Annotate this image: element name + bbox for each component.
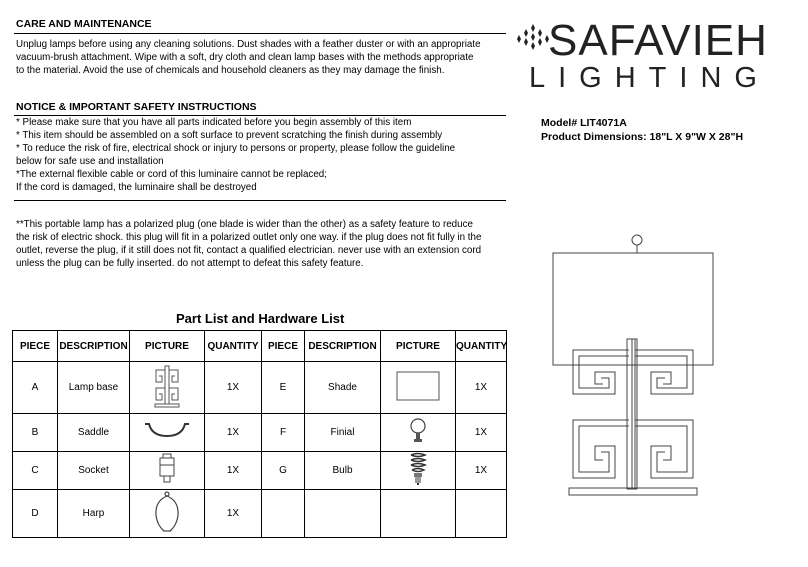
picture-cell: [130, 414, 205, 452]
col-header: PICTURE: [381, 331, 456, 362]
plug-line: **This portable lamp has a polarized plug (one blade is wider than the other) as a safety feature to reduce: [16, 219, 473, 230]
col-header: PICTURE: [130, 331, 205, 362]
lamp-illustration: [543, 232, 723, 502]
table-row: [13, 414, 507, 452]
plug-text: [16, 218, 481, 270]
care-divider: [14, 33, 506, 34]
care-heading: CARE AND MAINTENANCE: [16, 18, 152, 30]
bulb-icon: [407, 452, 429, 486]
col-header: PIECE: [13, 331, 58, 362]
quantity-cell: 1X: [456, 452, 507, 490]
quantity-cell: 1X: [205, 414, 262, 452]
picture-cell: [381, 414, 456, 452]
table-row: [13, 362, 507, 414]
description-cell: Finial: [305, 414, 381, 452]
plug-line: the risk of electric shock. this plug will fit in a polarized outlet only one way. if the plug does not fit fully in the: [16, 232, 482, 243]
quantity-cell: 1X: [205, 362, 262, 414]
care-line: to the material. Avoid the use of chemicals and household cleaners as they may damage the finish.: [16, 65, 445, 76]
brand-subtitle: LIGHTING: [529, 62, 770, 94]
chandelier-logo-icon: [516, 24, 550, 54]
piece-cell: G: [262, 452, 305, 490]
table-header-row: [13, 331, 507, 362]
description-cell: Bulb: [305, 452, 381, 490]
safety-line: *The external flexible cable or cord of this luminaire cannot be replaced;: [16, 169, 327, 180]
piece-cell: [262, 490, 305, 538]
safety-line: below for safe use and installation: [16, 156, 164, 167]
socket-icon: [157, 453, 177, 485]
quantity-cell: 1X: [456, 362, 507, 414]
model-number: Model# LIT4071A: [541, 117, 627, 129]
piece-cell: B: [13, 414, 58, 452]
picture-cell: [381, 490, 456, 538]
table-row: [13, 490, 507, 538]
saddle-icon: [143, 420, 191, 442]
quantity-cell: 1X: [205, 490, 262, 538]
description-cell: [305, 490, 381, 538]
col-header: QUANTITY: [205, 331, 262, 362]
piece-cell: F: [262, 414, 305, 452]
picture-cell: [381, 452, 456, 490]
care-text: [16, 38, 481, 77]
brand-name: SAFAVIEH: [548, 16, 768, 65]
col-header: DESCRIPTION: [305, 331, 381, 362]
product-dimensions: Product Dimensions: 18"L X 9"W X 28"H: [541, 131, 744, 143]
picture-cell: [381, 362, 456, 414]
quantity-cell: [456, 490, 507, 538]
finial-icon: [408, 416, 428, 446]
plug-divider: [14, 200, 506, 201]
picture-cell: [130, 362, 205, 414]
lamp-base-icon: [152, 364, 182, 408]
description-cell: Socket: [58, 452, 130, 490]
picture-cell: [130, 452, 205, 490]
col-header: PIECE: [262, 331, 305, 362]
table-row: [13, 452, 507, 490]
picture-cell: [130, 490, 205, 538]
safety-line: * Please make sure that you have all parts indicated before you begin assembly of this item: [16, 117, 412, 128]
description-cell: Harp: [58, 490, 130, 538]
safety-line: * To reduce the risk of fire, electrical shock or injury to persons or property, please follow the guideline: [16, 143, 456, 154]
piece-cell: C: [13, 452, 58, 490]
care-line: Unplug lamps before using any cleaning solutions. Dust shades with a feather duster or with an appropriate: [16, 39, 481, 50]
plug-line: outlet, reverse the plug, if it still does not fit, contact a qualified electrician. never use with an extension cord: [16, 245, 482, 256]
piece-cell: A: [13, 362, 58, 414]
parts-table-title: Part List and Hardware List: [176, 311, 345, 326]
harp-icon: [152, 491, 182, 533]
col-header: DESCRIPTION: [58, 331, 130, 362]
safety-text: [16, 116, 455, 194]
safety-line: * This item should be assembled on a soft surface to prevent scratching the finish during assembly: [16, 130, 443, 141]
quantity-cell: 1X: [205, 452, 262, 490]
safety-heading: NOTICE & IMPORTANT SAFETY INSTRUCTIONS: [16, 101, 257, 113]
parts-table: [12, 330, 507, 538]
quantity-cell: 1X: [456, 414, 507, 452]
safety-line: If the cord is damaged, the luminaire shall be destroyed: [16, 182, 257, 193]
piece-cell: E: [262, 362, 305, 414]
piece-cell: D: [13, 490, 58, 538]
shade-icon: [396, 371, 440, 401]
plug-line: unless the plug can be fully inserted. do not attempt to defeat this safety feature.: [16, 258, 364, 269]
description-cell: Shade: [305, 362, 381, 414]
col-header: QUANTITY: [456, 331, 507, 362]
care-line: vacuum-brush attachment. Wipe with a soft, dry cloth and clean lamp bases with the methods appropriate: [16, 52, 474, 63]
description-cell: Lamp base: [58, 362, 130, 414]
description-cell: Saddle: [58, 414, 130, 452]
